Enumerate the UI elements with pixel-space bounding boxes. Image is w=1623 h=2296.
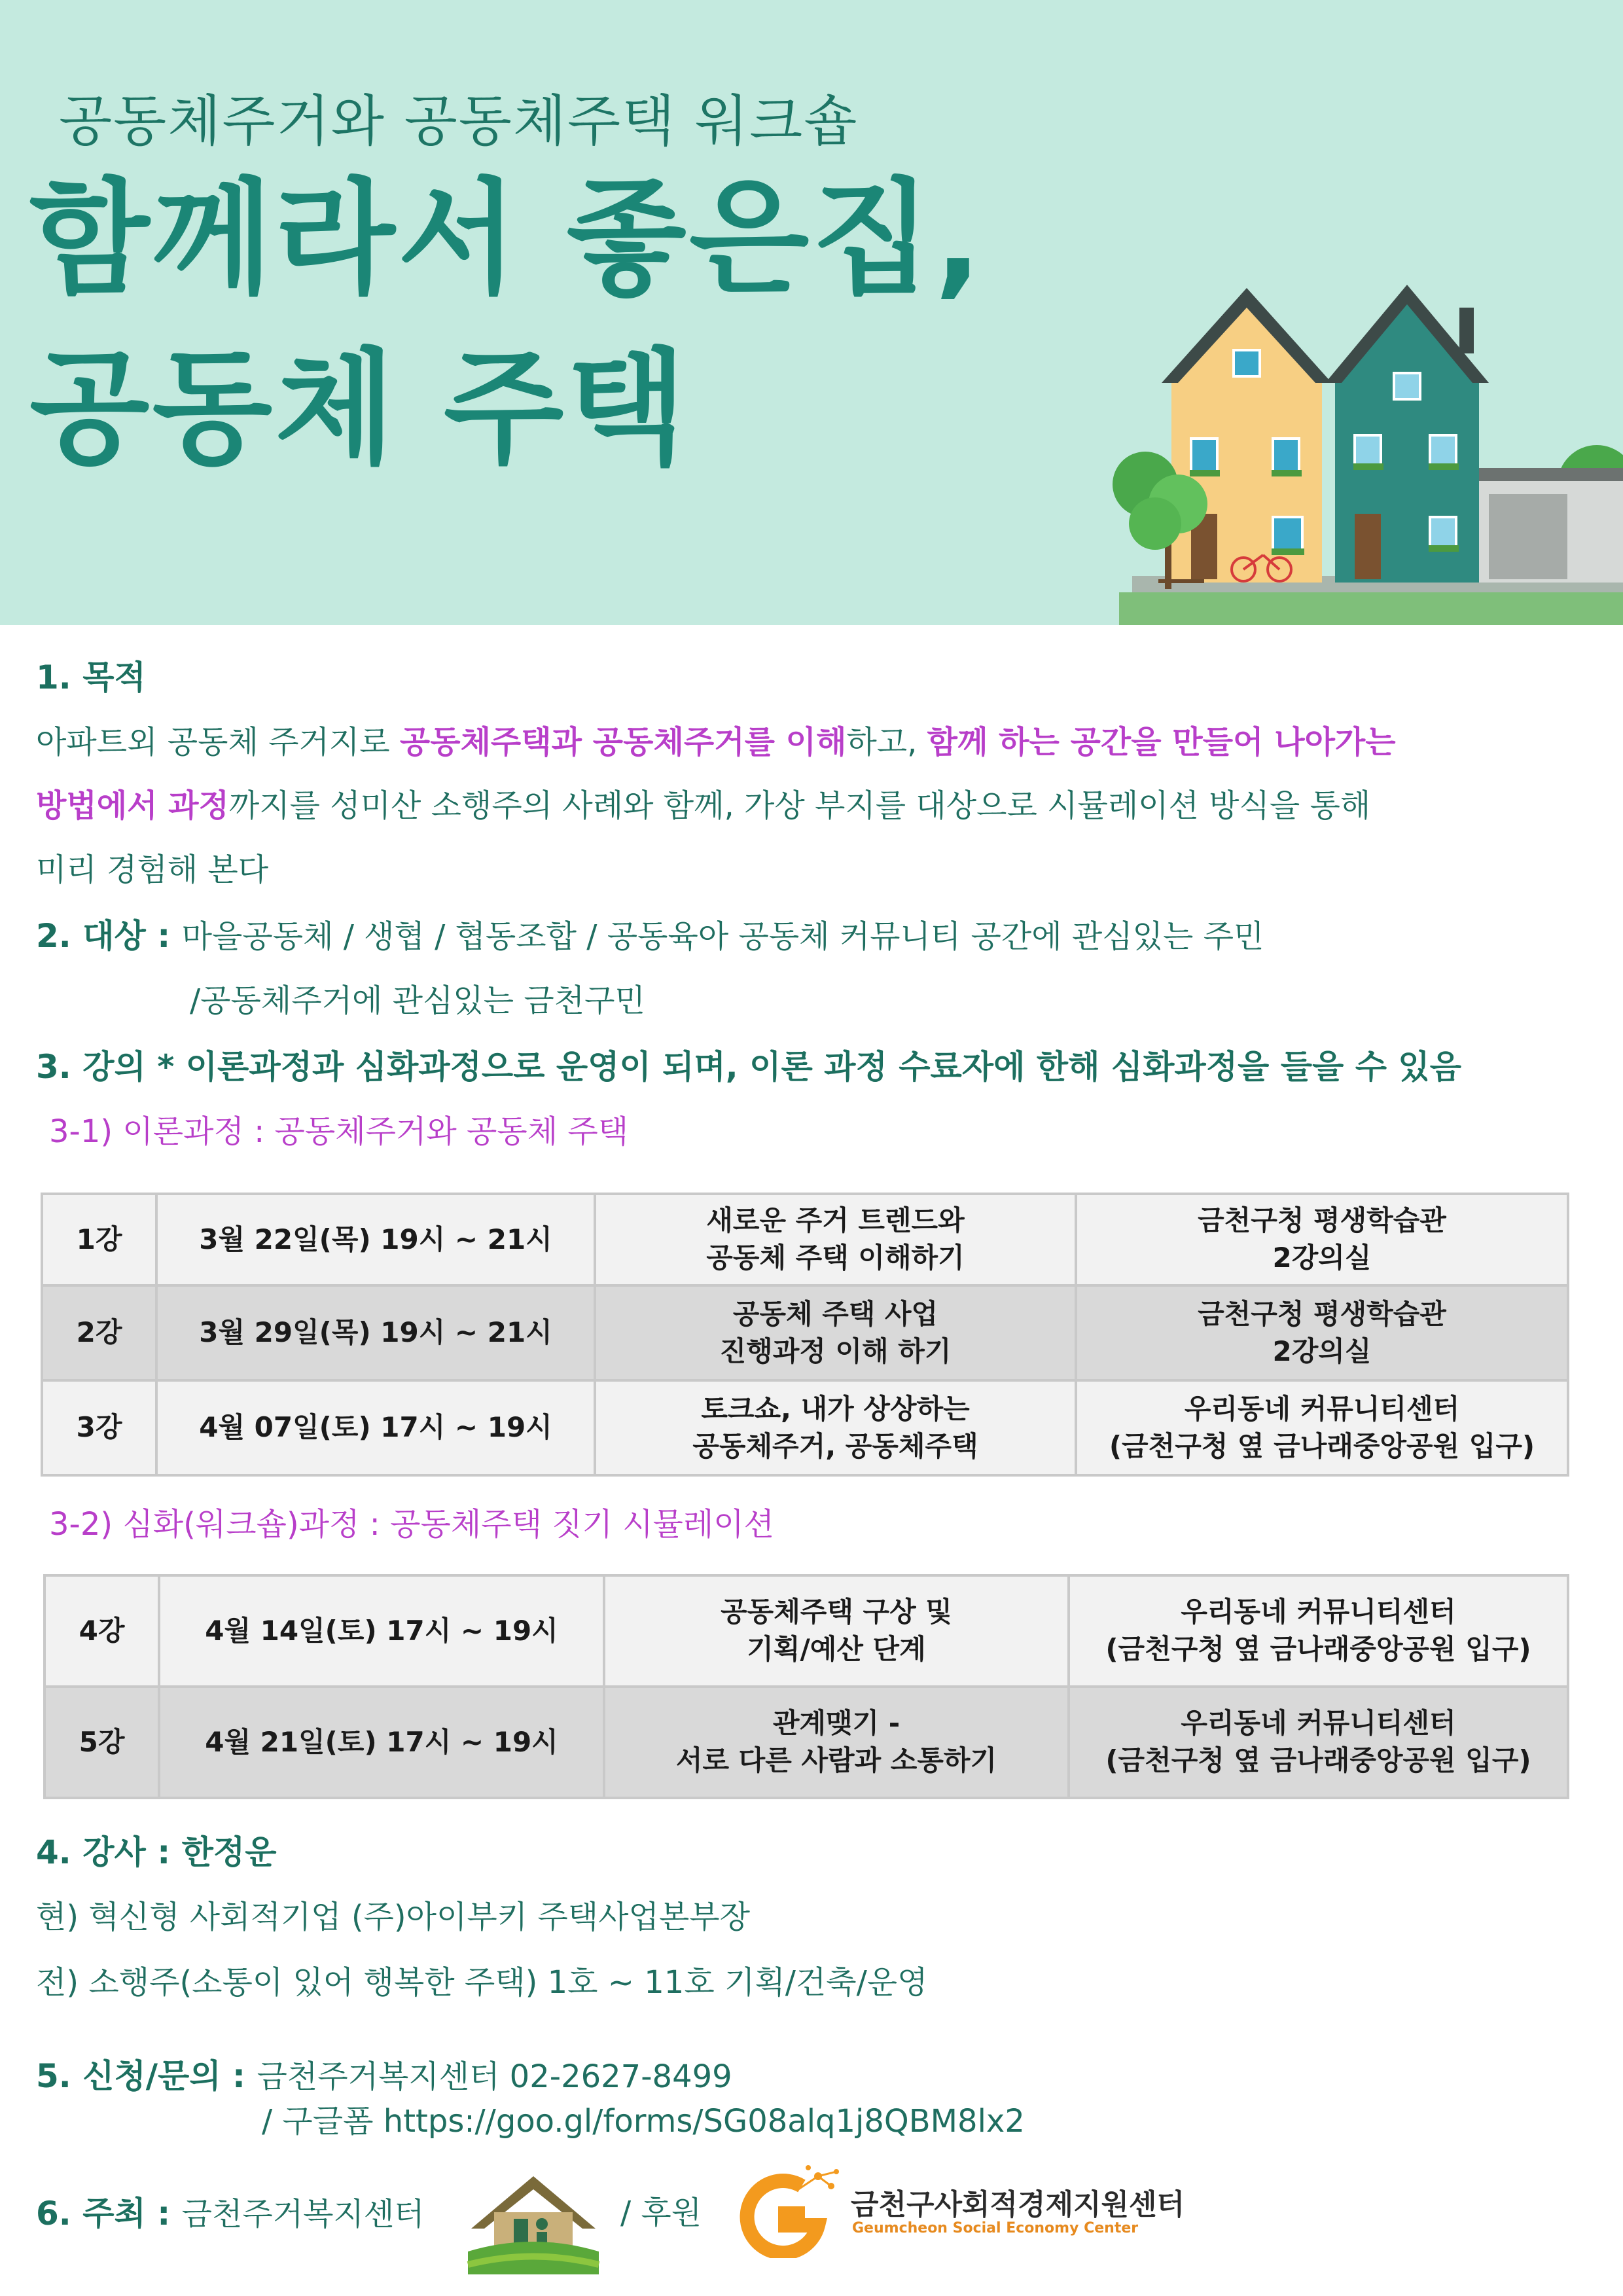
place-line: (금천구청 옆 금나래중앙공원 입구)	[1105, 1633, 1531, 1665]
section6-line	[36, 2187, 425, 2234]
instructor-past-role: 전) 소행주(소통이 있어 행복한 주택) 1호 ~ 11호 기획/건축/운영	[36, 1964, 928, 2001]
topic-line: 공동체 주택 이해하기	[706, 1242, 965, 1274]
highlight-span: 공동체주택과 공동체주거를 이해	[399, 724, 847, 761]
place-line: (금천구청 옆 금나래중앙공원 입구)	[1109, 1429, 1535, 1462]
place-line: 우리동네 커뮤니티센터	[1184, 1392, 1460, 1425]
section1-line3: 미리 경험해 본다	[36, 852, 269, 888]
text-span: 아파트외 공동체 주거지로	[36, 724, 400, 761]
topic-line: 관계맺기 -	[772, 1707, 901, 1740]
lecture-number: 5강	[45, 1687, 159, 1798]
lecture-place	[1076, 1285, 1568, 1380]
host-house-logo	[465, 2166, 602, 2274]
lecture-place	[1069, 1687, 1568, 1798]
table-row	[42, 1194, 1568, 1285]
houses-illustration	[1073, 249, 1623, 625]
instructor-current-role: 현) 혁신형 사회적기업 (주)아이부키 주택사업본부장	[36, 1899, 750, 1935]
place-line: 2강의실	[1272, 1335, 1372, 1367]
section2-target-text: 마을공동체 / 생협 / 협동조합 / 공동육아 공동체 커뮤니티 공간에 관심있는 주민	[181, 918, 1264, 955]
table-row	[42, 1380, 1568, 1475]
lecture-place	[1069, 1575, 1568, 1687]
lecture-topic	[595, 1194, 1076, 1285]
lecture-place	[1076, 1380, 1568, 1475]
place-line: (금천구청 옆 금나래중앙공원 입구)	[1105, 1744, 1531, 1776]
lecture-place	[1076, 1194, 1568, 1285]
signup-form-link[interactable]: / 구글폼 https://goo.gl/forms/SG08alq1j8QBM8lx2	[262, 2103, 1025, 2140]
table-row	[45, 1687, 1568, 1798]
lecture-topic	[604, 1575, 1069, 1687]
topic-line: 새로운 주거 트렌드와	[706, 1204, 965, 1237]
lecture-number: 3강	[42, 1380, 156, 1475]
place-line: 금천구청 평생학습관	[1198, 1297, 1446, 1330]
lecture-number: 1강	[42, 1194, 156, 1285]
text-span: 까지를 성미산 소행주의 사례와 함께, 가상 부지를 대상으로 시뮬레이션 방식을 통해	[228, 787, 1371, 824]
lecture-date: 4월 07일(토) 17시 ~ 19시	[156, 1380, 595, 1475]
sponsor-name: 금천구사회적경제지원센터	[851, 2188, 1185, 2221]
section2-line2: /공동체주거에 관심있는 금천구민	[190, 982, 645, 1019]
poster-title-line2: 공동체 주택	[29, 336, 689, 481]
place-line: 금천구청 평생학습관	[1198, 1204, 1446, 1237]
lecture-number: 4강	[45, 1575, 159, 1687]
section1-heading: 1. 목적	[36, 658, 146, 696]
topic-line: 기획/예산 단계	[747, 1633, 926, 1665]
contact-phone: 금천주거복지센터 02-2627-8499	[257, 2058, 732, 2095]
host-name: 금천주거복지센터	[181, 2196, 425, 2233]
section2-line1	[36, 910, 1264, 957]
sponsor-label: / 후원	[620, 2195, 702, 2231]
topic-line: 토크쇼, 내가 상상하는	[701, 1392, 970, 1425]
table-row	[45, 1575, 1568, 1687]
section2-label: 2. 대상 :	[36, 917, 182, 955]
topic-line: 서로 다른 사람과 소통하기	[675, 1744, 997, 1776]
lecture-number: 2강	[42, 1285, 156, 1380]
sponsor-english-name: Geumcheon Social Economy Center	[852, 2220, 1139, 2236]
section5-line1	[36, 2050, 732, 2097]
section3-2-subheading: 3-2) 심화(워크숍)과정 : 공동체주택 짓기 시뮬레이션	[49, 1506, 775, 1543]
lecture-topic	[595, 1380, 1076, 1475]
text-span: 하고,	[846, 724, 927, 761]
sponsor-g-logo	[733, 2160, 844, 2258]
section1-line1	[36, 717, 1396, 762]
highlight-span: 함께 하는 공간을 만들어 나아가는	[927, 724, 1396, 761]
poster-subtitle: 공동체주거와 공동체주택 워크숍	[59, 89, 859, 153]
place-line: 우리동네 커뮤니티센터	[1181, 1707, 1456, 1740]
table-row	[42, 1285, 1568, 1380]
highlight-span: 방법에서 과정	[36, 787, 229, 824]
section1-line2	[36, 780, 1370, 825]
lecture-date: 4월 21일(토) 17시 ~ 19시	[159, 1687, 604, 1798]
lecture-topic	[595, 1285, 1076, 1380]
lecture-date: 4월 14일(토) 17시 ~ 19시	[159, 1575, 604, 1687]
poster-title-line1: 함께라서 좋은집,	[29, 166, 985, 311]
section5-label: 5. 신청/문의 :	[36, 2057, 257, 2095]
schedule-table-workshop	[43, 1574, 1569, 1799]
topic-line: 공동체 주택 사업	[732, 1297, 938, 1330]
section3-heading: 3. 강의 * 이론과정과 심화과정으로 운영이 되며, 이론 과정 수료자에 한해 심화과정을 들을 수 있음	[36, 1048, 1462, 1086]
topic-line: 진행과정 이해 하기	[719, 1335, 952, 1367]
section4-heading: 4. 강사 : 한정운	[36, 1833, 277, 1871]
schedule-table-theory	[41, 1193, 1569, 1477]
place-line: 우리동네 커뮤니티센터	[1181, 1596, 1456, 1628]
lecture-topic	[604, 1687, 1069, 1798]
section3-1-subheading: 3-1) 이론과정 : 공동체주거와 공동체 주택	[49, 1113, 629, 1150]
topic-line: 공동체주거, 공동체주택	[692, 1429, 978, 1462]
hero-banner	[0, 0, 1623, 625]
section6-label: 6. 주최 :	[36, 2195, 182, 2233]
lecture-date: 3월 29일(목) 19시 ~ 21시	[156, 1285, 595, 1380]
topic-line: 공동체주택 구상 및	[721, 1596, 952, 1628]
place-line: 2강의실	[1272, 1242, 1372, 1274]
lecture-date: 3월 22일(목) 19시 ~ 21시	[156, 1194, 595, 1285]
